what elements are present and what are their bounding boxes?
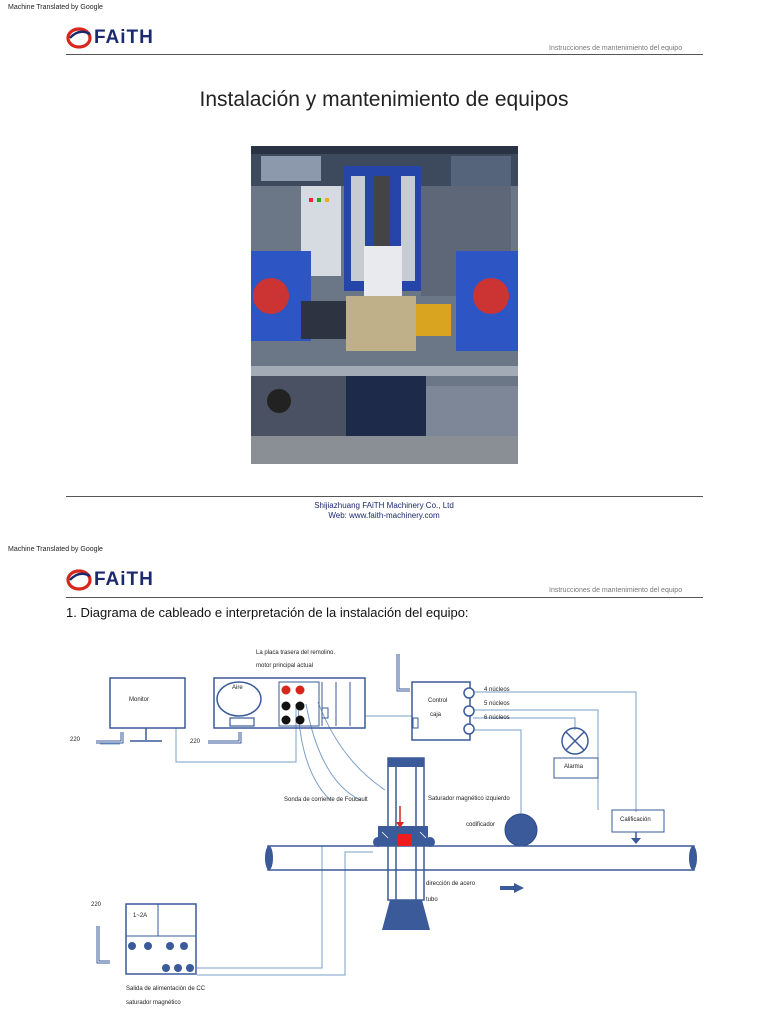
logo-text: FAiTH xyxy=(94,27,154,48)
header-doc-title: Instrucciones de mantenimiento del equipo xyxy=(549,587,683,594)
header-doc-title: Instrucciones de mantenimiento del equipo xyxy=(549,45,683,52)
machine-photo xyxy=(251,146,518,464)
label-alarma: Alarma xyxy=(564,764,584,770)
page-title: Instalación y mantenimiento de equipos xyxy=(199,88,569,111)
faith-logo xyxy=(66,568,154,592)
wiring-diagram xyxy=(0,640,768,1024)
label-direccion: dirección de acero xyxy=(426,881,476,887)
label-220-mid: 220 xyxy=(190,739,201,745)
label-caja: caja xyxy=(430,712,442,718)
logo-text: FAiTH xyxy=(94,569,154,590)
machine-translated-label: Machine Translated by Google xyxy=(8,4,103,11)
section-title: 1. Diagrama de cableado e interpretación de la instalación del equipo: xyxy=(66,605,469,620)
label-monitor: Monitor xyxy=(129,697,150,703)
label-control: Control xyxy=(428,698,448,704)
label-saturador-izq: Saturador magnético izquierdo xyxy=(428,796,510,802)
label-range: 1~2A xyxy=(133,913,148,919)
label-220-bottom: 220 xyxy=(91,902,102,908)
label-6-nucleos: 6 núcleos xyxy=(484,715,510,721)
label-4-nucleos: 4 núcleos xyxy=(484,687,510,693)
label-backplate: La placa trasera del remolino. xyxy=(256,650,336,656)
label-5-nucleos: 5 núcleos xyxy=(484,701,510,707)
label-codificador: codificador xyxy=(466,822,496,828)
faith-logo xyxy=(66,26,154,50)
faith-logo-icon xyxy=(66,568,94,592)
header-divider xyxy=(66,597,703,598)
label-aire: Aire xyxy=(232,685,243,691)
footer-divider xyxy=(66,496,703,497)
faith-logo-icon xyxy=(66,26,94,50)
label-saturador-mag: saturador magnético xyxy=(126,1000,181,1006)
label-motor-current: motor principal actual xyxy=(256,663,314,669)
machine-translated-label: Machine Translated by Google xyxy=(8,546,103,553)
header-divider xyxy=(66,54,703,55)
label-sonda: Sonda de corriente de Foucault xyxy=(284,797,368,803)
footer-company: Shijiazhuang FAiTH Machinery Co., Ltd xyxy=(314,501,454,510)
footer-web: Web: www.faith-machinery.com xyxy=(328,511,440,520)
label-calificacion: Calificación xyxy=(620,817,651,823)
label-220-left: 220 xyxy=(70,737,81,743)
label-salida: Salida de alimentación de CC xyxy=(126,986,206,992)
label-tubo: tubo xyxy=(426,897,438,903)
